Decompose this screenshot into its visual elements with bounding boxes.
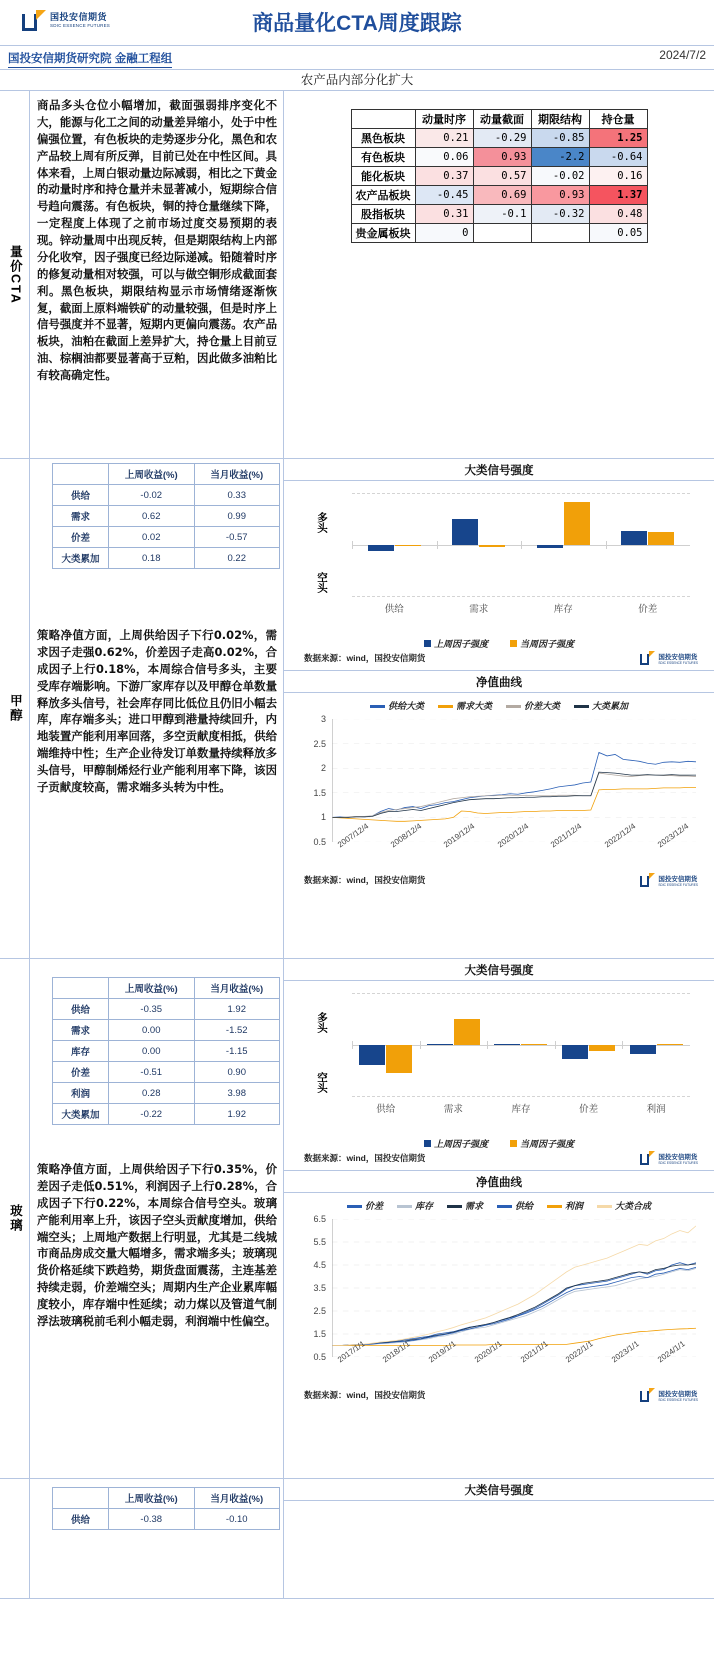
table-row xyxy=(53,1062,280,1083)
rt0-h2: 当月收益(%) xyxy=(194,464,280,485)
legend-item: 大类合成 xyxy=(597,1199,651,1212)
x-tick-label: 2019/12/4 xyxy=(442,821,477,850)
page-header xyxy=(0,0,714,46)
y-tick-label: 2.5 xyxy=(313,738,326,749)
sector-matrix-panel xyxy=(284,91,714,458)
data-cell: -0.38 xyxy=(109,1509,195,1530)
section-label-glass: 玻璃 xyxy=(0,959,30,1478)
section-label-liangjia: 量价CTA xyxy=(0,91,30,458)
data-source-3: 数据来源：wind，国投安信期货 xyxy=(304,1390,426,1400)
rt2-h2: 当月收益(%) xyxy=(194,1488,280,1509)
bar xyxy=(386,993,412,1097)
returns-table-next xyxy=(52,1487,280,1530)
data-cell: -0.57 xyxy=(194,527,280,548)
x-tick-label: 2007/12/4 xyxy=(335,821,370,850)
table-row xyxy=(53,1041,280,1062)
row-label: 大类累加 xyxy=(53,1104,109,1125)
y-tick-label: 2 xyxy=(320,763,326,774)
data-source-0: 数据来源：wind，国投安信期货 xyxy=(304,653,426,663)
x-tick-label: 2018/1/1 xyxy=(381,1339,413,1365)
page-title: 商品量化CTA周度跟踪 xyxy=(252,12,462,35)
legend-item: 大类累加 xyxy=(574,699,628,712)
table-header-row xyxy=(53,978,280,999)
legend-item: 需求大类 xyxy=(438,699,492,712)
table-header-row xyxy=(53,464,280,485)
subheader xyxy=(0,46,714,70)
data-cell: -0.22 xyxy=(109,1104,195,1125)
bar xyxy=(648,493,674,597)
x-tick-label: 2021/1/1 xyxy=(518,1339,550,1365)
bar xyxy=(537,493,563,597)
row-label: 库存 xyxy=(53,1041,109,1062)
netvalue-chart-methanol xyxy=(284,693,714,892)
data-cell: 1.92 xyxy=(194,999,280,1020)
table-row xyxy=(53,1083,280,1104)
matrix-row-label: 有色板块 xyxy=(351,148,415,167)
department-label: 国投安信期货研究院 金融工程组 xyxy=(8,50,172,68)
matrix-cell: 1.25 xyxy=(589,129,647,148)
row-label: 供给 xyxy=(53,1509,109,1530)
section-text-liangjia: 商品多头仓位小幅增加，截面强弱排序变化不大，能源与化工之间的动量差异缩小，处于中性偏强位置，有色板块的走势逐步分化，黑色和农产品较上周有所反弹，目前已处在中性区间。具体来看，上周白银动量边际减弱，相比之下黄金的动量时序和持仓量并未显著减小，短期综合信号趋向震荡。有色板块，铜的持仓量继续下降，一定程度上体现了之前市场过度交易预期的表现。锌动量周中出现反转，但是期限结构上内部分化收窄，因子强度已经边际递减。铅随着时序的修复动量相对较强，可以与做空铜形成截面套利。黑色板块，期限结构显示市场情绪逐渐恢复，截面上原料端铁矿的动量较强，但是时序上信号强度并不显著，短期内更偏向震荡。农产品板块，油粕在截面上差异扩大，持仓量上目前豆油、棕榈油都要显著高于豆粕，因此做多油粕比有较高确定性。 xyxy=(30,91,284,458)
matrix-cell: -0.29 xyxy=(473,129,531,148)
data-cell: -1.52 xyxy=(194,1020,280,1041)
signal-chart-title-methanol: 大类信号强度 xyxy=(284,459,714,481)
matrix-row-label: 黑色板块 xyxy=(351,129,415,148)
data-source-1: 数据来源：wind，国投安信期货 xyxy=(304,875,426,885)
returns-table-glass xyxy=(52,977,280,1125)
row-label: 供给 xyxy=(53,485,109,506)
section-left-next xyxy=(30,1479,284,1598)
line-xaxis-0 xyxy=(332,821,696,868)
matrix-cell: -0.1 xyxy=(473,205,531,224)
bar xyxy=(479,493,505,597)
bar-groups-0 xyxy=(352,493,690,597)
matrix-cell: 0.37 xyxy=(415,167,473,186)
data-cell: 0.28 xyxy=(109,1083,195,1104)
row-label: 需求 xyxy=(53,1020,109,1041)
rt0-h0 xyxy=(53,464,109,485)
legend-item: 价差大类 xyxy=(506,699,560,712)
data-cell: -0.51 xyxy=(109,1062,195,1083)
table-row xyxy=(351,148,647,167)
matrix-cell: 0.57 xyxy=(473,167,531,186)
signal-chart-title-glass: 大类信号强度 xyxy=(284,959,714,981)
table-row xyxy=(53,485,280,506)
x-tick-label: 2024/1/1 xyxy=(655,1339,687,1365)
bar-category-label: 需求 xyxy=(443,1104,463,1115)
logo-text-cn: 国投安信期货 xyxy=(50,12,108,23)
bar-category-label: 供给 xyxy=(376,1104,396,1115)
matrix-cell: 0.69 xyxy=(473,186,531,205)
section-next-partial xyxy=(0,1479,714,1599)
y-tick-label: 6.5 xyxy=(313,1214,326,1224)
bar-group xyxy=(622,993,690,1097)
data-cell: -0.10 xyxy=(194,1509,280,1530)
matrix-cell: -0.85 xyxy=(531,129,589,148)
y-tick-label: 1.5 xyxy=(313,1329,326,1339)
bar-group xyxy=(606,493,691,597)
legend-item: 供给大类 xyxy=(370,699,424,712)
line-legend-0 xyxy=(290,699,708,712)
matrix-cell: 0.06 xyxy=(415,148,473,167)
line-plot-0 xyxy=(332,719,696,842)
matrix-col-2: 期限结构 xyxy=(531,110,589,129)
table-row xyxy=(351,224,647,243)
bar-groups-1 xyxy=(352,993,690,1097)
bar-category-label: 库存 xyxy=(553,604,573,615)
watermark-logo-2: 国投安信期货 SDIC ESSENCE FUTURES xyxy=(640,1151,698,1165)
line-yaxis-1 xyxy=(290,1214,330,1362)
matrix-col-0: 动量时序 xyxy=(415,110,473,129)
x-tick-label: 2017/1/1 xyxy=(335,1339,367,1365)
bar xyxy=(564,493,590,597)
x-tick-label: 2022/12/4 xyxy=(602,821,637,850)
data-cell: 0.00 xyxy=(109,1041,195,1062)
table-row xyxy=(53,548,280,569)
y-tick-label: 5.5 xyxy=(313,1237,326,1247)
matrix-cell: 0.05 xyxy=(589,224,647,243)
y-tick-label: 2.5 xyxy=(313,1306,326,1316)
logo-text-en: SDIC ESSENCE FUTURES xyxy=(50,23,111,29)
data-cell: 0.33 xyxy=(194,485,280,506)
table-row xyxy=(53,1509,280,1530)
data-cell: 0.22 xyxy=(194,548,280,569)
data-cell: 3.98 xyxy=(194,1083,280,1104)
signal-chart-title-next: 大类信号强度 xyxy=(284,1479,714,1501)
legend-item: 价差 xyxy=(347,1199,383,1212)
section-liangjia-cta xyxy=(0,91,714,459)
bar-legend-1 xyxy=(290,1137,708,1150)
data-cell: 0.99 xyxy=(194,506,280,527)
rt1-h1: 上周收益(%) xyxy=(109,978,195,999)
bar-category-label: 需求 xyxy=(469,604,489,615)
bar xyxy=(359,993,385,1097)
bar xyxy=(621,493,647,597)
bar xyxy=(454,993,480,1097)
section-label-next xyxy=(0,1479,30,1598)
row-label: 利润 xyxy=(53,1083,109,1104)
line-plot-1 xyxy=(332,1219,696,1357)
x-tick-label: 2023/1/1 xyxy=(610,1339,641,1365)
sector-matrix-table xyxy=(351,109,648,243)
bar-category-label: 价差 xyxy=(579,1104,599,1115)
rt2-h1: 上周收益(%) xyxy=(109,1488,195,1509)
bar-category-label: 库存 xyxy=(511,1104,531,1115)
bar xyxy=(562,993,588,1097)
bar xyxy=(494,993,520,1097)
table-row xyxy=(351,129,647,148)
row-label: 供给 xyxy=(53,999,109,1020)
row-label: 价差 xyxy=(53,1062,109,1083)
x-tick-label: 2020/1/1 xyxy=(472,1339,504,1365)
matrix-row-label: 农产品板块 xyxy=(351,186,415,205)
section-right-next xyxy=(284,1479,714,1598)
rt1-h0 xyxy=(53,978,109,999)
row-label: 大类累加 xyxy=(53,548,109,569)
bar xyxy=(368,493,394,597)
section-right-methanol xyxy=(284,459,714,958)
table-row xyxy=(53,506,280,527)
data-cell: 0.90 xyxy=(194,1062,280,1083)
bar-xlabels-1 xyxy=(352,1101,690,1115)
line-xaxis-1 xyxy=(332,1339,696,1383)
bar xyxy=(630,993,656,1097)
y-tick-label: 0.5 xyxy=(313,1352,326,1362)
line-legend-1 xyxy=(290,1199,708,1212)
legend-item: 需求 xyxy=(447,1199,483,1212)
y-tick-label: 3.5 xyxy=(313,1283,326,1293)
bar-group xyxy=(487,993,555,1097)
line-yaxis-0 xyxy=(290,714,330,847)
matrix-cell: -0.32 xyxy=(531,205,589,224)
axis-label-long-1: 多头 xyxy=(316,1012,329,1033)
matrix-row-label: 能化板块 xyxy=(351,167,415,186)
matrix-cell: 0.48 xyxy=(589,205,647,224)
returns-table-methanol xyxy=(52,463,280,569)
x-tick-label: 2021/12/4 xyxy=(549,821,584,850)
rt0-h1: 上周收益(%) xyxy=(109,464,195,485)
legend-item: 上周因子强度 xyxy=(424,1137,488,1150)
report-date: 2024/7/2 xyxy=(659,48,706,62)
table-row xyxy=(351,205,647,224)
bar-group xyxy=(352,493,437,597)
bar-legend-0 xyxy=(290,637,708,650)
table-row xyxy=(351,186,647,205)
data-source-2: 数据来源：wind，国投安信期货 xyxy=(304,1153,426,1163)
matrix-cell: -0.02 xyxy=(531,167,589,186)
matrix-cell xyxy=(473,224,531,243)
signal-chart-methanol xyxy=(284,481,714,670)
legend-item: 利润 xyxy=(547,1199,583,1212)
netvalue-chart-title-glass: 净值曲线 xyxy=(284,1170,714,1193)
section-label-methanol: 甲醇 xyxy=(0,459,30,958)
bar xyxy=(657,993,683,1097)
bar-group xyxy=(437,493,522,597)
matrix-col-3: 持仓量 xyxy=(589,110,647,129)
legend-item: 当周因子强度 xyxy=(510,1137,574,1150)
matrix-row-label: 贵金属板块 xyxy=(351,224,415,243)
table-row xyxy=(53,527,280,548)
matrix-row-label: 股指板块 xyxy=(351,205,415,224)
matrix-corner-cell xyxy=(351,110,415,129)
netvalue-chart-glass xyxy=(284,1193,714,1407)
row-label: 价差 xyxy=(53,527,109,548)
matrix-cell: 1.37 xyxy=(589,186,647,205)
table-row xyxy=(53,1020,280,1041)
legend-item: 上周因子强度 xyxy=(424,637,488,650)
x-tick-label: 2023/12/4 xyxy=(655,821,691,850)
x-tick-label: 2019/1/1 xyxy=(427,1339,458,1365)
section-glass xyxy=(0,959,714,1479)
matrix-col-1: 动量截面 xyxy=(473,110,531,129)
bar-group xyxy=(521,493,606,597)
matrix-cell: -0.45 xyxy=(415,186,473,205)
x-tick-label: 2008/12/4 xyxy=(389,821,424,850)
bar xyxy=(521,993,547,1097)
bar xyxy=(589,993,615,1097)
legend-item: 供给 xyxy=(497,1199,533,1212)
section-left-glass xyxy=(30,959,284,1478)
table-row xyxy=(351,167,647,186)
data-cell: 0.62 xyxy=(109,506,195,527)
legend-item: 库存 xyxy=(397,1199,433,1212)
y-tick-label: 0.5 xyxy=(313,837,326,847)
matrix-cell: -2.2 xyxy=(531,148,589,167)
data-cell: 0.18 xyxy=(109,548,195,569)
data-cell: 1.92 xyxy=(194,1104,280,1125)
watermark-logo-1: 国投安信期货 SDIC ESSENCE FUTURES xyxy=(640,873,698,887)
bar-group xyxy=(420,993,488,1097)
matrix-cell: -0.64 xyxy=(589,148,647,167)
netvalue-chart-title-methanol: 净值曲线 xyxy=(284,670,714,693)
bar xyxy=(395,493,421,597)
bar-group xyxy=(555,993,623,1097)
matrix-cell: 0.31 xyxy=(415,205,473,224)
axis-label-long-0: 多头 xyxy=(316,512,329,533)
row-label: 需求 xyxy=(53,506,109,527)
section-right-glass xyxy=(284,959,714,1478)
bar-xlabels-0 xyxy=(352,601,690,615)
x-tick-label: 2022/1/1 xyxy=(564,1339,596,1365)
data-cell: -1.15 xyxy=(194,1041,280,1062)
data-cell: -0.35 xyxy=(109,999,195,1020)
methanol-commentary: 策略净值方面，上周供给因子下行0.02%，需求因子走强0.62%，价差因子走高0.02%，合成因子上行0.18%，本周综合信号多头，主要受库存端影响。下游厂家库存以及甲醇仓单数量释放多头信号，社会库存同比低位且仍旧小幅去库，库存端多头；进口甲醇到港量持续回升，内地装置产能利用率回落，多空贡献度相抵，供给端维持中性；生产企业待发订单数量持续释放多头信号，甲醇制烯烃行业产能利用率下降，该因子贡献度较高，需求端多头转为中性。 xyxy=(37,628,277,794)
matrix-cell: 0.93 xyxy=(531,186,589,205)
data-cell: 0.00 xyxy=(109,1020,195,1041)
bar xyxy=(452,493,478,597)
axis-label-short-0: 空头 xyxy=(316,572,329,593)
bar xyxy=(427,993,453,1097)
bar-category-label: 利润 xyxy=(646,1104,666,1115)
rt1-h2: 当月收益(%) xyxy=(194,978,280,999)
matrix-cell: 0.21 xyxy=(415,129,473,148)
y-tick-label: 1 xyxy=(320,812,326,823)
glass-commentary: 策略净值方面，上周供给因子下行0.35%，价差因子走低0.51%，利润因子上行0.28%，合成因子下行0.22%，本周综合信号空头。玻璃产能利用率上升，该因子空头贡献度增加，供给端空头；上周地产数据上行明显，尤其是二线城市商品房成交量大幅增多，需求端多头；玻璃现货价格延续下跌趋势，期货盘面震荡，主连基差持续走弱，价差端空头；周期内生产企业累库幅度较小，库存端中性延续；动力煤以及管道气制浮法玻璃税前毛利小幅走弱，利润端中性偏空。 xyxy=(37,1162,277,1328)
matrix-cell: 0.93 xyxy=(473,148,531,167)
data-cell: -0.02 xyxy=(109,485,195,506)
section-methanol xyxy=(0,459,714,959)
watermark-logo-0: 国投安信期货 SDIC ESSENCE FUTURES xyxy=(640,651,698,665)
data-cell: 0.02 xyxy=(109,527,195,548)
section-left-methanol xyxy=(30,459,284,958)
bar-category-label: 供给 xyxy=(384,604,404,615)
bar-category-label: 价差 xyxy=(638,604,658,615)
x-tick-label: 2020/12/4 xyxy=(495,821,531,850)
matrix-cell: 0 xyxy=(415,224,473,243)
legend-item: 当周因子强度 xyxy=(510,637,574,650)
y-tick-label: 4.5 xyxy=(313,1260,326,1270)
table-row xyxy=(53,999,280,1020)
table-header-row xyxy=(53,1488,280,1509)
bar-group xyxy=(352,993,420,1097)
headline-banner: 农产品内部分化扩大 xyxy=(0,70,714,91)
rt2-h0 xyxy=(53,1488,109,1509)
watermark-logo-3: 国投安信期货 SDIC ESSENCE FUTURES xyxy=(640,1388,698,1402)
y-tick-label: 3 xyxy=(320,714,326,724)
matrix-cell: 0.16 xyxy=(589,167,647,186)
matrix-cell xyxy=(531,224,589,243)
table-header-row xyxy=(351,110,647,129)
signal-chart-glass xyxy=(284,981,714,1170)
axis-label-short-1: 空头 xyxy=(316,1072,329,1093)
y-tick-label: 1.5 xyxy=(313,787,326,798)
table-row xyxy=(53,1104,280,1125)
